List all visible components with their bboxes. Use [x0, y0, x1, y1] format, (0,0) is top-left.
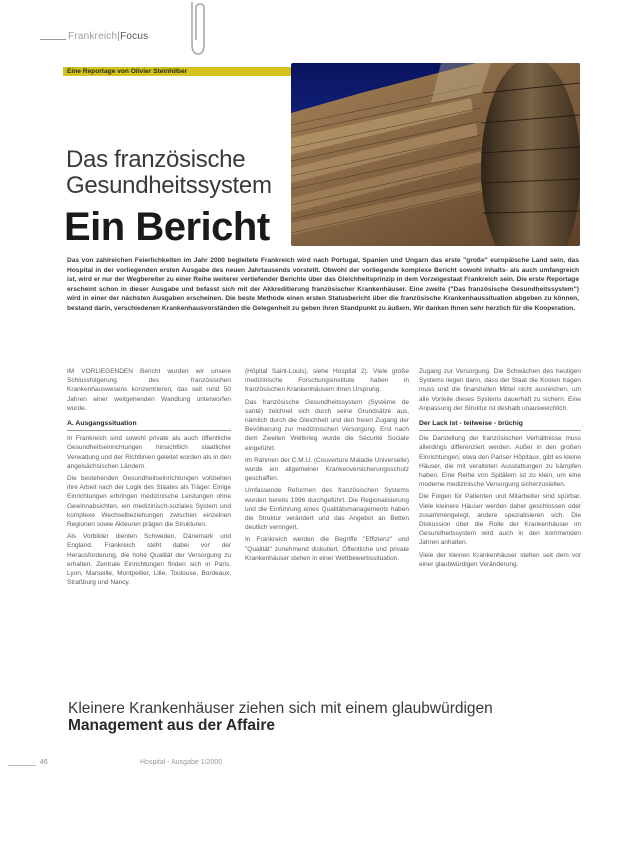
column-3 — [419, 367, 581, 689]
column-2-paragraph: Umfassende Reformen des französischen Systems wurden bereits 1996 durchgeführt. Die Regionalisierung und die Einführung eines Qualitätsmanagements haben die Struktur verändert und das Angebot an Betten deutlich verringert. — [245, 487, 409, 532]
column-3-paragraph: Die Folgen für Patienten und Mitarbeiter sind spürbar. Viele kleinere Häuser werden daher geschlossen oder zusammengelegt, andere spezialisieren sich. Die Diskussion über die Rolle der Krankenhäuser im Gesundheitssystem wird auch in den kommenden Jahren anhalten. — [419, 493, 581, 547]
hospital-building-photo — [291, 63, 580, 246]
pull-quote-line-2: Management aus der Affaire — [68, 717, 276, 734]
title-main: Ein Bericht — [64, 205, 270, 249]
paper-clip-icon — [182, 0, 212, 58]
byline: Eine Reportage von Olivier Steinhilber — [67, 68, 188, 75]
pull-quote-line-1: Kleinere Krankenhäuser ziehen sich mit einem glaubwürdigen — [68, 700, 493, 717]
publication-info: Hospital - Ausgabe 1/2000 — [140, 759, 223, 766]
subheading-lack-bruechig: Der Lack ist - teilweise - brüchig — [419, 419, 581, 431]
column-2-paragraph: Im Rahmen der C.M.U. (Couverture Maladie Universelle) wurde ein allgemeiner Krankenversicherungsschutz geschaffen. — [245, 456, 409, 483]
column-2-paragraph: In Frankreich werden die Begriffe "Effizienz" und "Qualität" zunehmend diskutiert. Öffentliche und private Krankenhäuser stehen in einer Wettbewerbssituation. — [245, 536, 409, 562]
intro-paragraph: Das von zahlreichen Feierlichkeiten im Jahr 2000 begleitete Frankreich wird nach Portugal, Spanien und Ungarn das erste "große" europäische Land sein, das Hospital in der vorliegenden ersten Ausgabe des neuen Jahrtausends vorstellt. Obwohl der vorliegende komplexe Bericht sowohl inhalts- als auch umfangreich ist, wird er nur der Wegbereiter zu einer Reihe weiterer vertiefender Berichte über das Gleichheitsprinzip in dem Vorzeigestaat Frankreich sein. Die erste Reportage erscheint schon in dieser Ausgabe und befasst sich mit der Akkreditierung französischer Krankenhäuser. Eine zweite ("Das französische Gesundheitssystem") wird in einer der nächsten Ausgaben erscheinen. Die beste Methode einen ersten Statusbericht über die französische Krankenhaussituation abgeben zu können, bestand darin, verschiedenen Krankenhausvorständen die Gelegenheit zu geben ihren Standpunkt zu äußern. Wir danken Ihnen sehr herzlich für die Kooperation. — [67, 257, 579, 312]
column-1-paragraph: IM VORLIEGENDEN Bericht wurden wir unsere Schlussfolgerung des französischen Krankenhauswesens konzentrieren, das seit rund 50 Jahren einer weitgehenden Wandlung unterworfen wurde. — [67, 368, 231, 412]
subheading-ausgangssituation: A. Ausgangssituation — [67, 419, 231, 431]
column-3-paragraph: Die Darstellung der französischen Verhältnisse muss allerdings differenziert werden. Außer in den großen Einrichtungen, etwa den Pariser Hôpitaux, gibt es kleine Häuser, die mit veralteten Ausstattungen zu kämpfen haben. Eine Reihe von Spitälern ist zu klein, um eine moderne medizinische Versorgung sicherzustellen. — [419, 435, 581, 489]
column-1 — [67, 367, 231, 689]
column-1-paragraph: Als Vorbilder dienten Schweden, Dänemark und England. Frankreich steht dabei vor der Herausforderung, die hohe Qualität der Versorgung zu erhalten. Zentrale Einrichtungen finden sich in Paris, Lyon, Marseille, Montpellier, Lille, Toulouse, Bordeaux, Straßburg und Nancy. — [67, 533, 231, 587]
column-2-paragraph: (Hôpital Saint-Louis), siehe Hospital 2). Viele große medizinische Forschungsinstitute haben in französischen Krankenhäusern ihren Ursprung. — [245, 368, 409, 394]
section-label — [68, 31, 148, 42]
section-separator: | — [117, 31, 121, 42]
column-1-paragraph: In Frankreich sind sowohl private als auch öffentliche Gesundheitseinrichtungen hinsichtlich staatlicher Verwaltung und der Richtlinien geleitet worden als in den angelsächsischen Ländern. — [67, 435, 231, 470]
column-3-paragraph: Viele der kleinen Krankenhäuser stehen seit dem vor einer glaubwürdigen Veränderung. — [419, 551, 581, 568]
column-3-paragraph: Zugang zur Versorgung. Die Schwächen des heutigen Systems liegen darin, dass der Staat die Kosten tragen muss und die finanziellen Mittel nicht ausreichen, um alle Vorteile dieses Systems dauerhaft zu sichern. Eine Anpassung der Struktur ist deshalb unausweichlich. — [419, 368, 581, 412]
page-number: 46 — [40, 759, 48, 766]
column-2 — [245, 367, 409, 689]
title-line-1: Das französische — [66, 146, 246, 173]
footer-rule — [8, 765, 36, 766]
section-rule — [40, 39, 66, 40]
section-country: Frankreich — [68, 31, 118, 42]
section-focus: Focus — [120, 31, 149, 42]
title-line-2: Gesundheitssystem — [66, 172, 272, 199]
column-1-paragraph: Die bestehenden Gesundheitseinrichtungen vollziehen ihre Arbeit nach der Logik des Staates als Träger. Einige Einrichtungen erbringen medizinische Leistungen ohne Gewinnabsichten, ein medizinisch-soziales System und komplexe Wechselbeziehungen zwischen einzelnen Regionen sowie Akteuren prägen die Strukturen. — [67, 475, 231, 529]
column-2-paragraph: Das französische Gesundheitssystem (Système de santé) zeichnet sich durch seine Grundsätze aus, nämlich durch die Gleichheit und den freien Zugang der Bevölkerung zur medizinischen Versorgung. Erst nach dem Zweiten Weltkrieg wurde die Sécurité Sociale eingeführt. — [245, 398, 409, 452]
